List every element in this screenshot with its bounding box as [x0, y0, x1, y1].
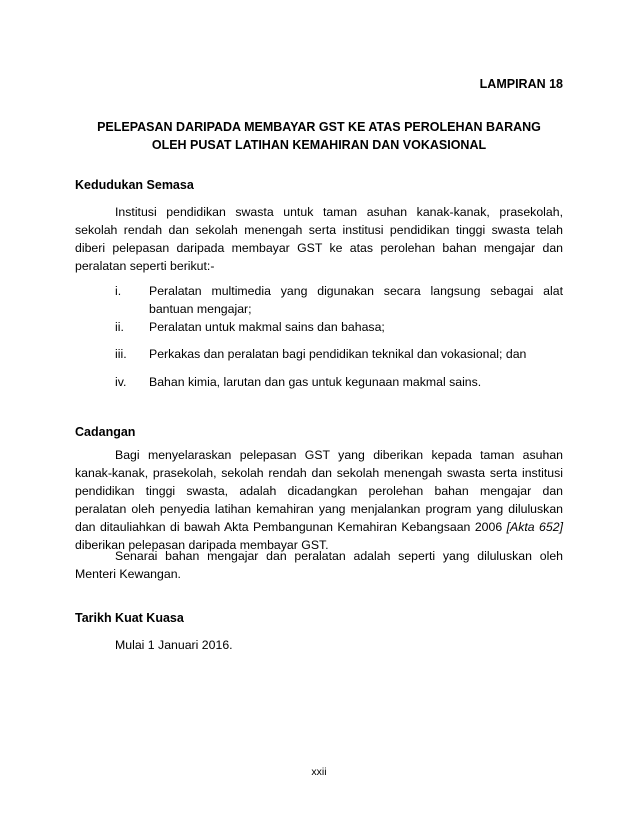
paragraph-line: pendidikan tinggi swasta, adalah dicadangkan perolehan bahan mengajar dan	[75, 484, 563, 498]
page-number: xxii	[311, 766, 327, 778]
list-item-line: Peralatan untuk makmal sains dan bahasa;	[149, 320, 385, 334]
list-item-line: Perkakas dan peralatan bagi pendidikan teknikal dan vokasional; dan	[149, 347, 527, 361]
paragraph-line: peralatan oleh penyedia latihan kemahiran yang menjalankan program yang diluluskan	[75, 502, 563, 516]
title-line-1: PELEPASAN DARIPADA MEMBAYAR GST KE ATAS PEROLEHAN BARANG	[97, 120, 541, 134]
paragraph-line-with-act	[75, 518, 563, 536]
paragraph-cadangan	[75, 446, 563, 554]
list-item-text	[149, 373, 563, 391]
title-line-2: OLEH PUSAT LATIHAN KEMAHIRAN DAN VOKASIONAL	[151, 138, 487, 152]
paragraph-line: Bagi menyelaraskan pelepasan GST yang diberikan kepada taman asuhan	[115, 448, 563, 462]
paragraph-effective-date	[75, 636, 563, 654]
heading-cadangan: Cadangan	[75, 425, 136, 439]
list-item-text	[149, 318, 563, 336]
list-item-line: bantuan mengajar;	[149, 302, 252, 316]
paragraph-senarai	[75, 547, 563, 583]
list-item-text	[149, 345, 563, 363]
paragraph-line: peralatan seperti berikut:-	[75, 259, 215, 273]
list-item-number: iii.	[115, 347, 127, 361]
paragraph-kedudukan	[75, 203, 563, 275]
list-item-line: Peralatan multimedia yang digunakan secara langsung sebagai alat	[149, 284, 563, 298]
paragraph-line: diberikan pelepasan daripada membayar GST.	[75, 538, 329, 552]
paragraph-line: diberi pelepasan daripada membayar GST ke atas perolehan bahan mengajar dan	[75, 241, 563, 255]
document-title	[75, 118, 563, 154]
paragraph-line: Institusi pendidikan swasta untuk taman asuhan kanak-kanak, prasekolah,	[115, 205, 563, 219]
list-item-number: i.	[115, 284, 122, 298]
list-item-line: Bahan kimia, larutan dan gas untuk kegunaan makmal sains.	[149, 375, 482, 389]
list-item-number: ii.	[115, 320, 124, 334]
paragraph-line: Senarai bahan mengajar dan peralatan adalah seperti yang diluluskan oleh	[115, 549, 563, 563]
paragraph-line: Menteri Kewangan.	[75, 567, 181, 581]
appendix-label: LAMPIRAN 18	[479, 77, 563, 91]
heading-kedudukan-semasa: Kedudukan Semasa	[75, 178, 194, 192]
paragraph-line: sekolah rendah dan sekolah menengah serta institusi pendidikan tinggi swasta telah	[75, 223, 563, 237]
heading-tarikh-kuat-kuasa: Tarikh Kuat Kuasa	[75, 611, 184, 625]
list-item-text	[149, 282, 563, 318]
act-reference: [Akta 652]	[506, 520, 563, 534]
paragraph-line-text: dan ditauliahkan di bawah Akta Pembangunan Kemahiran Kebangsaan 2006	[75, 520, 503, 534]
paragraph-line: Mulai 1 Januari 2016.	[115, 638, 233, 652]
paragraph-line: kanak-kanak, prasekolah, sekolah rendah dan sekolah menengah swasta serta institusi	[75, 466, 563, 480]
list-item-number: iv.	[115, 375, 127, 389]
